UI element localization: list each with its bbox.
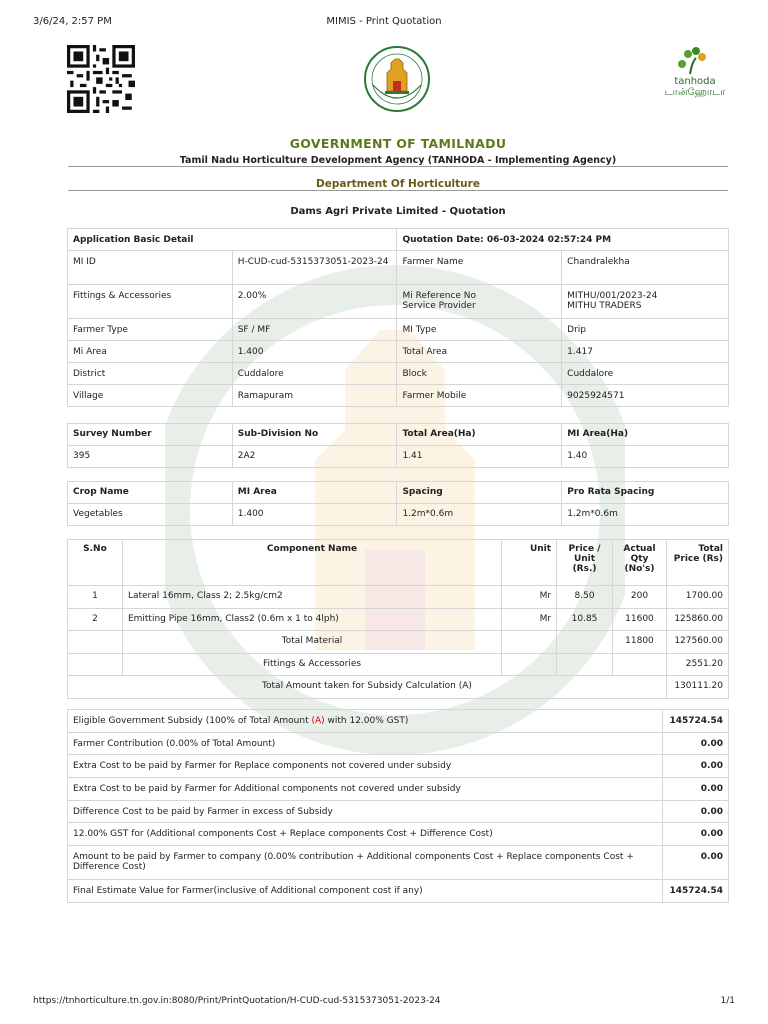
table-header: MI Area xyxy=(232,482,397,504)
cell: Mr xyxy=(502,586,557,609)
table-header: Spacing xyxy=(397,482,562,504)
summary-row xyxy=(68,823,729,846)
block-value: Cuddalore xyxy=(562,363,729,385)
cell: 0.00 xyxy=(663,800,729,823)
table-header: Actual Qty (No's) xyxy=(613,540,667,586)
basic-detail-heading: Application Basic Detail xyxy=(68,229,397,251)
components-table xyxy=(67,539,729,699)
table-header: Total Area(Ha) xyxy=(397,424,562,446)
table-header: Sub-Division No xyxy=(232,424,397,446)
district-value: Cuddalore xyxy=(232,363,397,385)
leaf-icon xyxy=(660,46,730,76)
final-estimate-value: 145724.54 xyxy=(663,880,729,903)
table-header: Component Name xyxy=(122,540,501,586)
cell: Final Estimate Value for Farmer(inclusive of Additional component cost if any) xyxy=(68,880,663,903)
summary-table xyxy=(67,709,729,903)
table-row xyxy=(68,586,729,609)
cell xyxy=(613,653,667,676)
summary-row xyxy=(68,778,729,801)
eligible-subsidy-value: 145724.54 xyxy=(663,710,729,733)
cell: Lateral 16mm, Class 2; 2.5kg/cm2 xyxy=(122,586,501,609)
table-row xyxy=(68,608,729,631)
mi-area-value: 1.400 xyxy=(232,341,397,363)
cell: 10.85 xyxy=(557,608,613,631)
cell: Block xyxy=(397,363,562,385)
cell: Total Area xyxy=(397,341,562,363)
cell: MI ID xyxy=(68,251,233,285)
fittings-label: Fittings & Accessories xyxy=(122,653,501,676)
cell xyxy=(557,653,613,676)
cell xyxy=(68,631,123,654)
summary-row xyxy=(68,880,729,903)
total-material-qty: 11800 xyxy=(613,631,667,654)
cell: 0.00 xyxy=(663,846,729,880)
total-material-value: 127560.00 xyxy=(666,631,728,654)
qr-code-icon xyxy=(67,45,135,113)
cell: 125860.00 xyxy=(666,608,728,631)
cell: 1.400 xyxy=(232,504,397,526)
cell: Amount to be paid by Farmer to company (0.00% contribution + Additional components Cost + Replace components Cost + Difference Cost) xyxy=(68,846,663,880)
basic-detail-table xyxy=(67,228,729,407)
table-header: Total Price (Rs) xyxy=(666,540,728,586)
cell: Extra Cost to be paid by Farmer for Replace components not covered under subsidy xyxy=(68,755,663,778)
cell: Mi Reference No Service Provider xyxy=(397,285,562,319)
cell: District xyxy=(68,363,233,385)
print-page-title: MIMIS - Print Quotation xyxy=(326,16,442,27)
subsidy-calc-value: 130111.20 xyxy=(666,676,728,699)
cell: MI Type xyxy=(397,319,562,341)
cell: Emitting Pipe 16mm, Class2 (0.6m x 1 to 4lph) xyxy=(122,608,501,631)
cell: Mi Area xyxy=(68,341,233,363)
cell: 1 xyxy=(68,586,123,609)
government-title: GOVERNMENT OF TAMILNADU xyxy=(289,136,507,151)
summary-row xyxy=(68,732,729,755)
mi-id-value: H-CUD-cud-5315373051-2023-24 xyxy=(232,251,397,285)
cell: 0.00 xyxy=(663,823,729,846)
eligible-subsidy-label xyxy=(68,710,663,733)
eligible-pre: Eligible Government Subsidy (100% of Total Amount xyxy=(73,716,312,726)
agency-title: Tamil Nadu Horticulture Development Agency (TANHODA - Implementing Agency) xyxy=(179,155,617,166)
crop-table xyxy=(67,481,729,526)
cell xyxy=(68,653,123,676)
cell: Farmer Type xyxy=(68,319,233,341)
farmer-type-value: SF / MF xyxy=(232,319,397,341)
cell: Difference Cost to be paid by Farmer in excess of Subsidy xyxy=(68,800,663,823)
cell xyxy=(502,631,557,654)
cell: 8.50 xyxy=(557,586,613,609)
department-title: Department Of Horticulture xyxy=(316,178,480,190)
cell: 1700.00 xyxy=(666,586,728,609)
total-material-label: Total Material xyxy=(122,631,501,654)
tanhoda-logo-en: tanhoda xyxy=(674,76,716,87)
cell: Fittings & Accessories xyxy=(68,285,233,319)
cell: 2A2 xyxy=(232,446,397,468)
cell: 0.00 xyxy=(663,755,729,778)
cell: 1.41 xyxy=(397,446,562,468)
total-material-row xyxy=(68,631,729,654)
page-number: 1/1 xyxy=(720,996,735,1006)
subsidy-calc-row xyxy=(68,676,729,699)
quotation-title: Dams Agri Private Limited - Quotation xyxy=(290,206,506,217)
eligible-mark: (A) xyxy=(311,716,325,726)
cell: 1.2m*0.6m xyxy=(397,504,562,526)
farmer-mobile-value: 9025924571 xyxy=(562,385,729,407)
cell: 395 xyxy=(68,446,233,468)
cell: 2 xyxy=(68,608,123,631)
fittings-row xyxy=(68,653,729,676)
farmer-name-value: Chandralekha xyxy=(562,251,729,285)
cell: Vegetables xyxy=(68,504,233,526)
table-header: Survey Number xyxy=(68,424,233,446)
cell: 1.40 xyxy=(562,446,729,468)
tanhoda-logo xyxy=(660,46,730,108)
cell: Farmer Name xyxy=(397,251,562,285)
table-header: Price / Unit (Rs.) xyxy=(557,540,613,586)
mi-reference-value: MITHU/001/2023-24 MITHU TRADERS xyxy=(562,285,729,319)
cell xyxy=(502,653,557,676)
cell: 0.00 xyxy=(663,778,729,801)
table-header: MI Area(Ha) xyxy=(562,424,729,446)
table-header: Pro Rata Spacing xyxy=(562,482,729,504)
tamilnadu-emblem-icon xyxy=(363,45,431,113)
summary-row xyxy=(68,710,729,733)
print-datetime: 3/6/24, 2:57 PM xyxy=(33,16,112,27)
cell: 11600 xyxy=(613,608,667,631)
tanhoda-logo-ta: டான்ஹோடா xyxy=(664,87,726,98)
cell: Village xyxy=(68,385,233,407)
print-url: https://tnhorticulture.tn.gov.in:8080/Print/PrintQuotation/H-CUD-cud-5315373051-2023-24 xyxy=(33,996,441,1006)
summary-row xyxy=(68,800,729,823)
table-header: Unit xyxy=(502,540,557,586)
cell: Mr xyxy=(502,608,557,631)
fittings-value: 2551.20 xyxy=(666,653,728,676)
subsidy-calc-label: Total Amount taken for Subsidy Calculation (A) xyxy=(68,676,667,699)
cell: Farmer Mobile xyxy=(397,385,562,407)
total-area-value: 1.417 xyxy=(562,341,729,363)
table-header: S.No xyxy=(68,540,123,586)
eligible-post: with 12.00% GST) xyxy=(324,716,409,726)
table-header: Crop Name xyxy=(68,482,233,504)
village-value: Ramapuram xyxy=(232,385,397,407)
summary-row xyxy=(68,755,729,778)
quotation-date: Quotation Date: 06-03-2024 02:57:24 PM xyxy=(397,229,729,251)
divider xyxy=(68,166,728,167)
divider xyxy=(68,190,728,191)
fittings-percent-value: 2.00% xyxy=(232,285,397,319)
survey-table xyxy=(67,423,729,468)
mi-type-value: Drip xyxy=(562,319,729,341)
cell: Farmer Contribution (0.00% of Total Amount) xyxy=(68,732,663,755)
cell xyxy=(557,631,613,654)
cell: 200 xyxy=(613,586,667,609)
summary-row xyxy=(68,846,729,880)
cell: 12.00% GST for (Additional components Cost + Replace components Cost + Difference Cost) xyxy=(68,823,663,846)
cell: 1.2m*0.6m xyxy=(562,504,729,526)
cell: Extra Cost to be paid by Farmer for Additional components not covered under subsidy xyxy=(68,778,663,801)
cell: 0.00 xyxy=(663,732,729,755)
